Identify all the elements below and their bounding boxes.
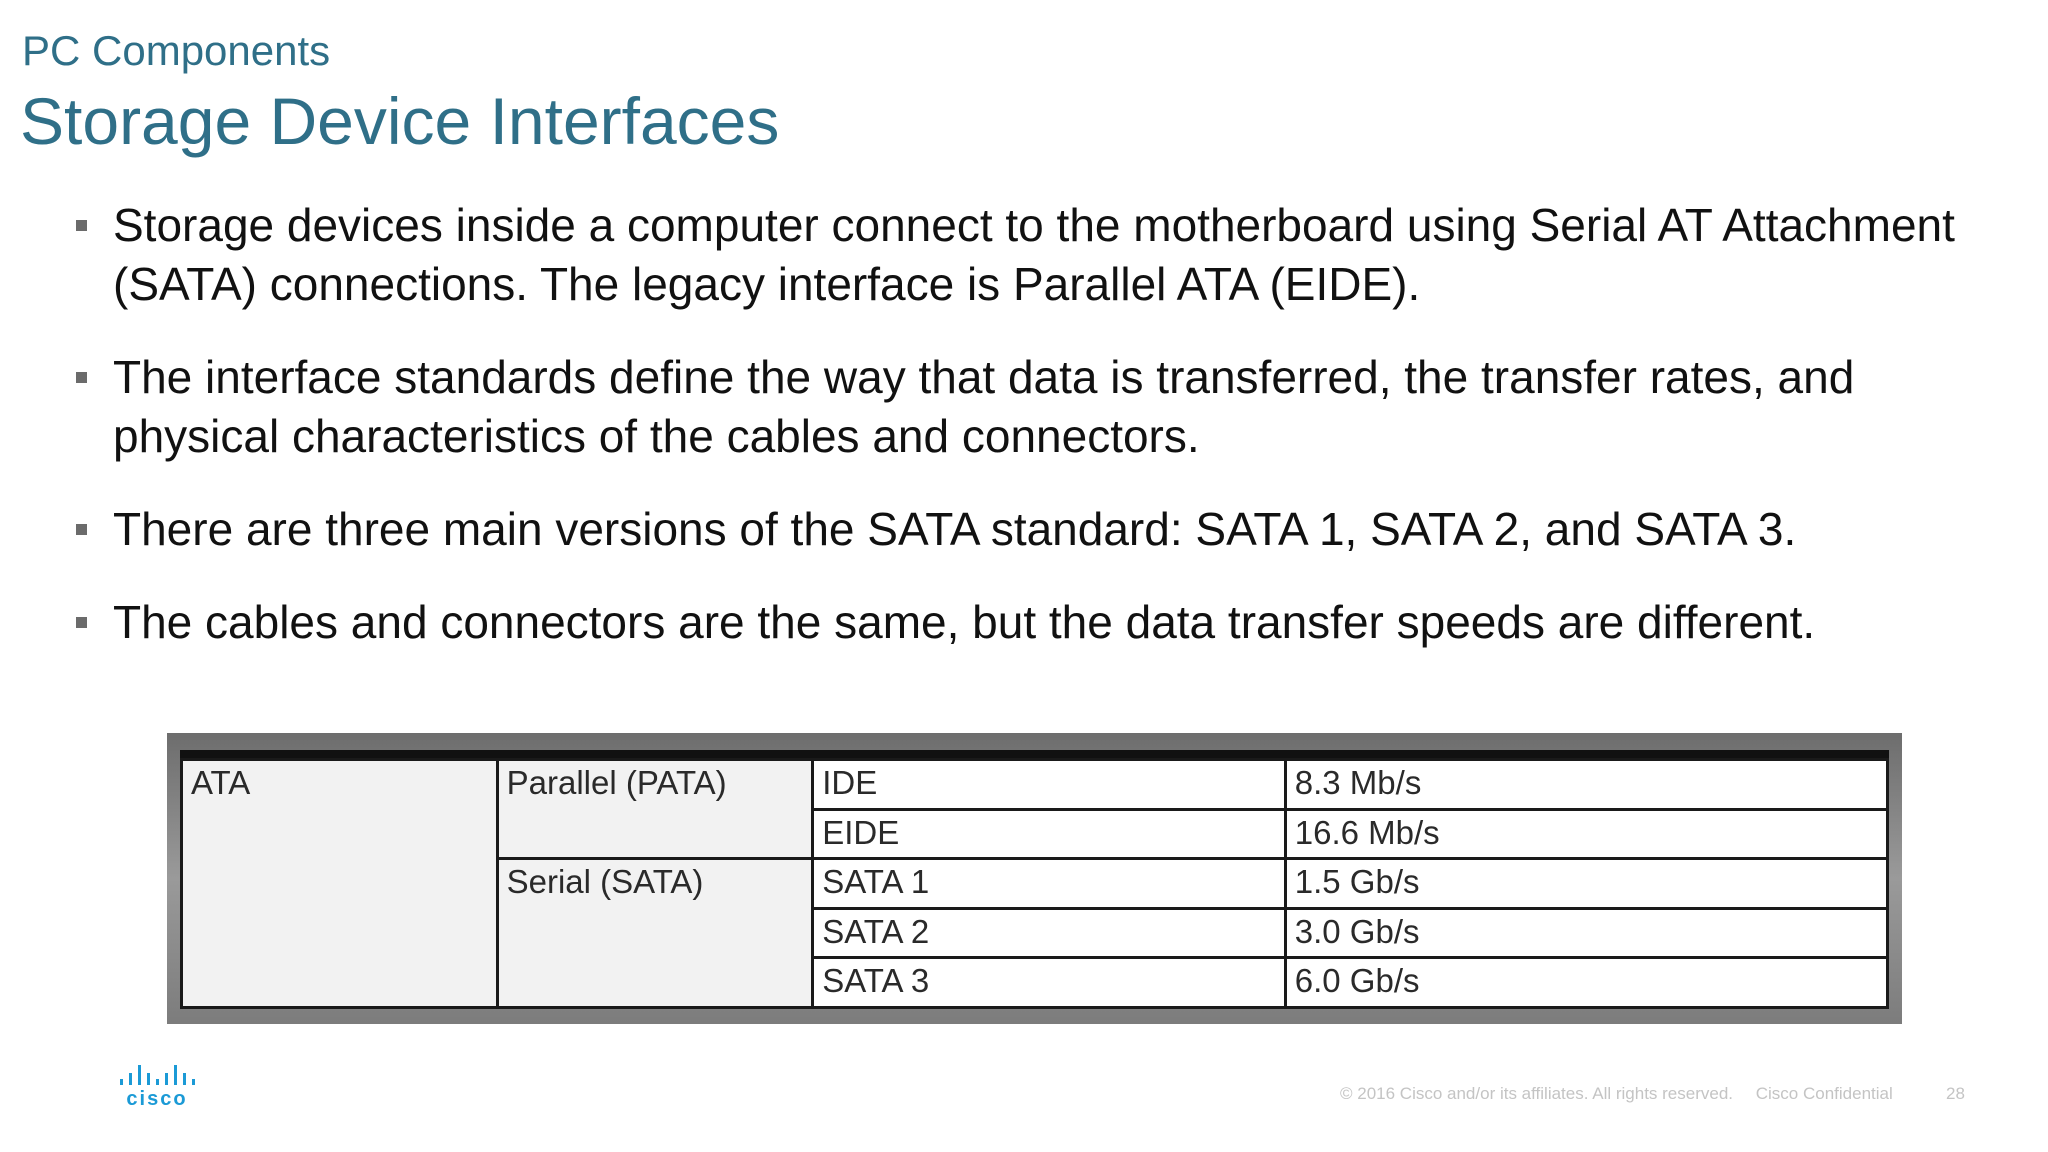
bullet-list <box>76 196 1976 686</box>
speed-cell: 6.0 Gb/s <box>1285 958 1887 1008</box>
bullet-text: The interface standards define the way that data is transferred, the transfer rates, and physical characteristics of the cables and connectors. <box>113 351 1855 462</box>
interface-cell: SATA 3 <box>813 958 1286 1008</box>
bullet-text: There are three main versions of the SATA standard: SATA 1, SATA 2, and SATA 3. <box>113 503 1797 555</box>
type-cell: Parallel (PATA) <box>497 760 813 859</box>
square-bullet-icon <box>76 372 87 383</box>
speed-cell: 16.6 Mb/s <box>1285 809 1887 859</box>
slide-subtitle: PC Components <box>22 27 331 74</box>
bullet-item <box>76 196 1976 314</box>
interface-cell: EIDE <box>813 809 1286 859</box>
speed-cell: 1.5 Gb/s <box>1285 859 1887 909</box>
interface-cell: IDE <box>813 760 1286 810</box>
copyright-text: © 2016 Cisco and/or its affiliates. All rights reserved. <box>1340 1084 1734 1103</box>
cisco-bars-icon <box>112 1065 202 1085</box>
confidential-label: Cisco Confidential <box>1755 1084 1893 1103</box>
family-cell: ATA <box>182 760 498 1008</box>
interface-cell: SATA 2 <box>813 908 1286 958</box>
square-bullet-icon <box>76 524 87 535</box>
bullet-item <box>76 593 1976 652</box>
bullet-item <box>76 500 1976 559</box>
speed-cell: 8.3 Mb/s <box>1285 760 1887 810</box>
interface-cell: SATA 1 <box>813 859 1286 909</box>
speed-cell: 3.0 Gb/s <box>1285 908 1887 958</box>
logo-wordmark: cisco <box>126 1088 188 1110</box>
bullet-item <box>76 348 1976 466</box>
interface-table <box>180 758 1889 1009</box>
table-row <box>182 760 1888 810</box>
interface-table-panel <box>180 750 1889 1009</box>
footer <box>1340 1084 1960 1104</box>
page-number: 28 <box>1946 1084 1965 1103</box>
cisco-logo <box>112 1065 202 1115</box>
bullet-text: Storage devices inside a computer connect to the motherboard using Serial AT Attachment (SATA) connections. The legacy interface is Parallel ATA (EIDE). <box>113 199 1955 310</box>
slide-title: Storage Device Interfaces <box>20 84 780 158</box>
square-bullet-icon <box>76 220 87 231</box>
bullet-text: The cables and connectors are the same, but the data transfer speeds are different. <box>113 596 1816 648</box>
square-bullet-icon <box>76 617 87 628</box>
type-cell: Serial (SATA) <box>497 859 813 1008</box>
interface-table-frame <box>167 733 1902 1024</box>
